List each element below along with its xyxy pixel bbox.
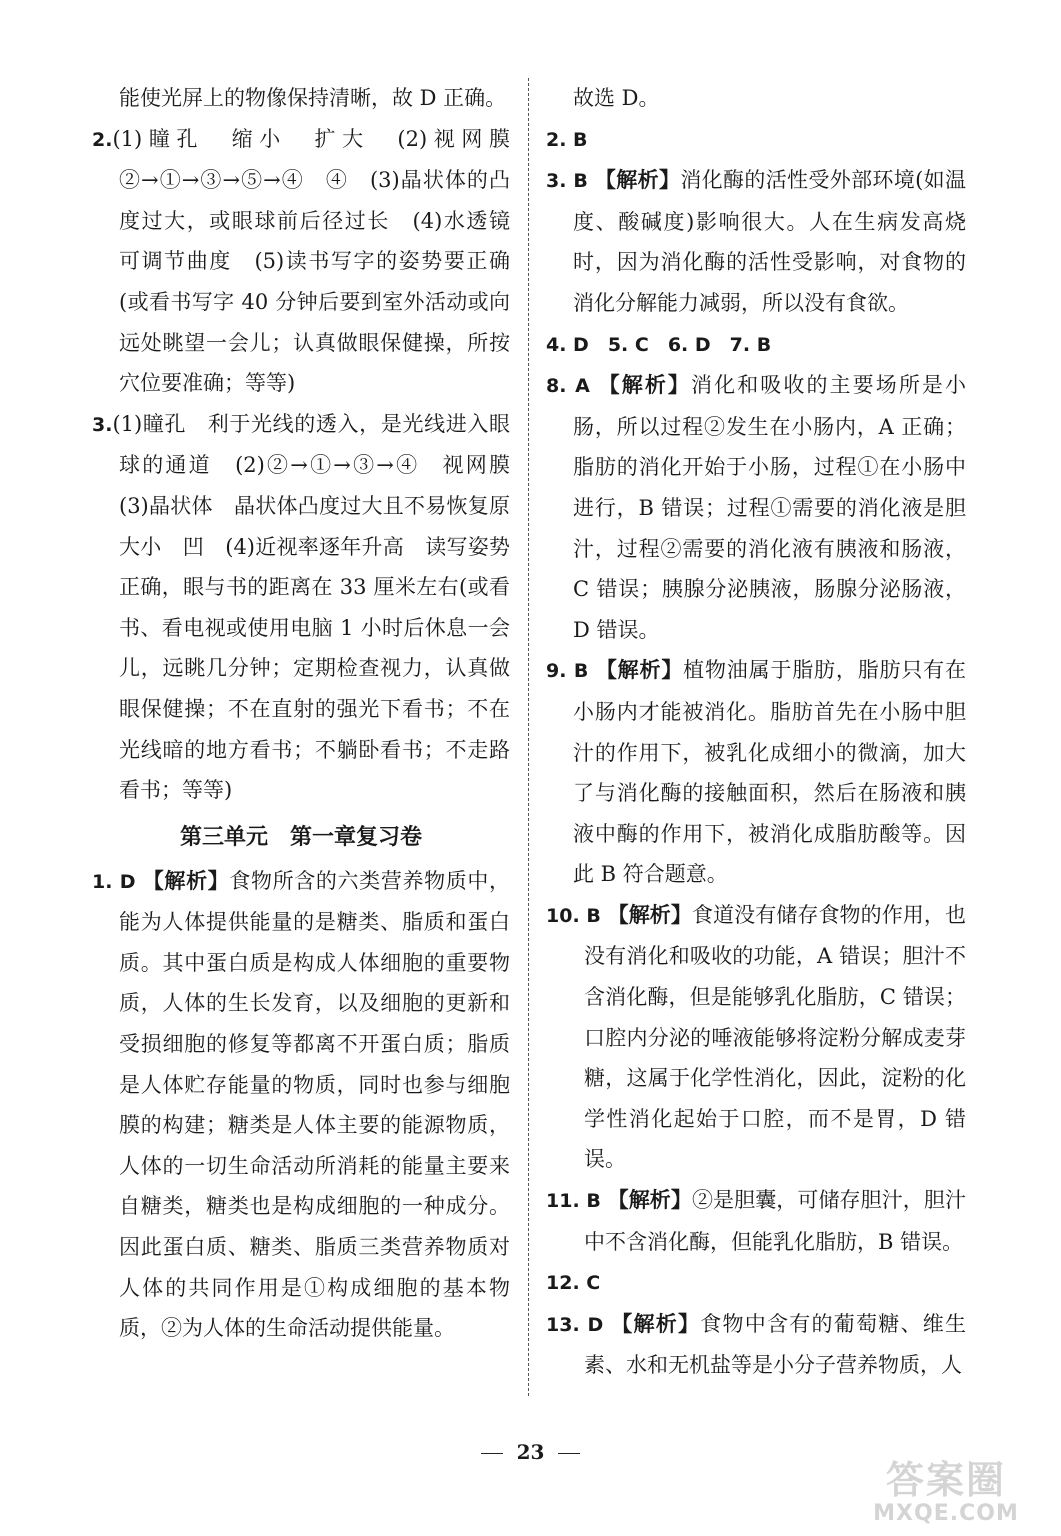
analysis-label: 【解析】 bbox=[607, 1187, 692, 1213]
item-number: 10. B bbox=[546, 904, 601, 927]
item-number: 3. bbox=[92, 413, 113, 436]
item-number: 4. D 5. C 6. D 7. B bbox=[546, 333, 772, 356]
item-text: ②是胆囊，可储存胆汁，胆汁中不含消化酶，但能乳化脂肪，B 错误。 bbox=[584, 1188, 966, 1254]
item-text: 消化和吸收的主要场所是小肠，所以过程②发生在小肠内，A 正确；脂肪的消化开始于小肠，过程①在小肠中进行，B 错误；过程①需要的消化液是胆汁，过程②需要的消化液有胰液和肠液，C 错误；胰腺分泌胰液，肠腺分泌肠液，D 错误。 bbox=[573, 373, 967, 642]
page-number: 23 bbox=[516, 1440, 545, 1464]
continued-paragraph: 能使光屏上的物像保持清晰，故 D 正确。 bbox=[119, 86, 507, 110]
item-number: 2. bbox=[92, 128, 113, 151]
answer-item-2 bbox=[546, 119, 966, 161]
watermark-text: 答案圈 bbox=[885, 1458, 1006, 1502]
item-number: 8. A bbox=[546, 375, 590, 398]
answer-item-8 bbox=[546, 365, 966, 650]
item-number: 11. B bbox=[546, 1190, 601, 1213]
analysis-label: 【解析】 bbox=[607, 901, 692, 927]
answer-item-2 bbox=[92, 119, 531, 404]
item-text: 消化酶的活性受外部环境(如温度、酸碱度)影响很大。人在生病发高烧时，因为消化酶的活性受影响，对食物的消化分解能力减弱，所以没有食欲。 bbox=[573, 168, 966, 315]
answer-items-4-7 bbox=[546, 324, 966, 366]
dash-right bbox=[558, 1453, 580, 1454]
analysis-label: 【解析】 bbox=[594, 167, 681, 193]
item-text: 食物中含有的葡萄糖、维生素、水和无机盐等是小分子营养物质，人 bbox=[584, 1311, 967, 1378]
item-number: 1. D bbox=[92, 870, 136, 893]
answer-item-11 bbox=[546, 1180, 966, 1262]
item-number: 12. C bbox=[546, 1272, 601, 1295]
answer-item-3 bbox=[546, 160, 966, 323]
answer-item-10 bbox=[546, 895, 966, 1180]
dash-left bbox=[481, 1453, 503, 1454]
analysis-label: 【解析】 bbox=[611, 1310, 701, 1336]
column-divider bbox=[528, 78, 529, 1396]
watermark-url: MXQE.COM bbox=[873, 1501, 1019, 1526]
item-text: 食物所含的六类营养物质中，能为人体提供能量的是糖类、脂质和蛋白质。其中蛋白质是构成人体细胞的重要物质，人体的生长发育，以及细胞的更新和受损细胞的修复等都离不开蛋白质；脂质是人体贮存能量的物质，同时也参与细胞膜的构建；糖类是人体主要的能源物质，人体的一切生命活动所消耗的能量主要来自糖类，糖类也是构成细胞的一种成分。因此蛋白质、糖类、脂质三类营养物质对人体的共同作用是①构成细胞的基本物质，②为人体的生命活动提供能量。 bbox=[119, 868, 511, 1341]
left-column bbox=[92, 78, 531, 1349]
analysis-label: 【解析】 bbox=[598, 372, 692, 398]
item-text: 植物油属于脂肪，脂肪只有在小肠内才能被消化。脂肪首先在小肠中胆汁的作用下，被乳化成细小的微滴，加大了与消化酶的接触面积，然后在肠液和胰液中酶的作用下，被消化成脂肪酸等。因此 B 符合题意。 bbox=[573, 658, 966, 887]
item-text: (1)瞳孔 缩小 扩大 (2)视网膜 ②→①→③→⑤→④ ④ (3)晶状体的凸度过大，或眼球前后径过长 (4)水透镜 可调节曲度 (5)读书写字的姿势要正确(或看书写字 40 分钟后要到室外活动或向远处眺望一会儿；认真做眼保健操，所按穴位要准确；等等) bbox=[112, 126, 531, 396]
answer-item-1 bbox=[92, 861, 510, 1349]
analysis-label: 【解析】 bbox=[142, 867, 230, 893]
item-number: 3. B bbox=[546, 170, 588, 193]
answer-item-3 bbox=[92, 404, 531, 811]
item-text: 食道没有储存食物的作用，也没有消化和吸收的功能，A 错误；胆汁不含消化酶，但是能够乳化脂肪，C 错误；口腔内分泌的唾液能够将淀粉分解成麦芽糖，这属于化学性消化，因此，淀粉的化学性消化起始于口腔，而不是胃，D 错误。 bbox=[584, 902, 966, 1172]
continued-paragraph: 故选 D。 bbox=[573, 86, 660, 110]
answer-item-9 bbox=[546, 650, 966, 895]
right-column bbox=[546, 78, 966, 1386]
section-heading: 第三单元 第一章复习卷 bbox=[179, 824, 422, 850]
item-number: 9. B bbox=[546, 660, 589, 683]
answer-item-13 bbox=[546, 1304, 966, 1386]
analysis-label: 【解析】 bbox=[595, 657, 684, 683]
watermark-logo bbox=[861, 1458, 1031, 1528]
item-number: 2. B bbox=[546, 128, 588, 151]
item-number: 13. D bbox=[546, 1313, 604, 1336]
answer-item-12 bbox=[546, 1262, 966, 1304]
item-text: (1)瞳孔 利于光线的透入，是光线进入眼球的通道 (2)②→①→③→④ 视网膜 (3)晶状体 晶状体凸度过大且不易恢复原大小 凹 (4)近视率逐年升高 读写姿势正确，眼与书的距离在 33 厘米左右(或看书、看电视或使用电脑 1 小时后休息一会儿，远眺几分钟；定期检查视力，认真做眼保健操；不在直射的强光下看书；不在光线暗的地方看书；不躺卧看书；不走路看书；等等) bbox=[112, 411, 531, 803]
